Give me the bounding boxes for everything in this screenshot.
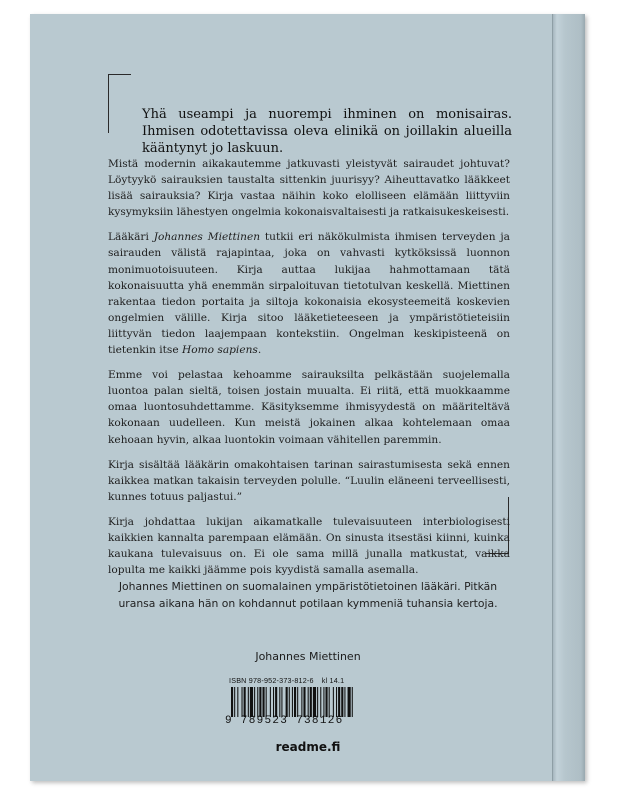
blurb-paragraph-2 [108,229,510,358]
blurb-paragraph-2-start: Lääkäri [108,231,154,244]
barcode-block [225,676,388,732]
barcode-icon [225,687,385,717]
book-spine [552,14,585,781]
author-name-italic: Johannes Miettinen [153,231,261,244]
library-classification: kl 14.1 [321,676,345,685]
homo-sapiens-italic: Homo sapiens [181,344,258,357]
blurb-paragraph-4: Kirja sisältää lääkärin omakohtaisen tarinan sairastumisesta sekä ennen kaikkea matkan takaisin terveyden polulle. “Luulin eläneeni terveellisesti, kunnes totuus paljastui.” [108,458,510,503]
blurb-paragraph-1: Mistä modernin aikakautemme jatkuvasti yleistyvät sairaudet johtuvat? Löytyykö sairauksien taustalta sittenkin juurisyy? Aiheuttavatko lääkkeet lisää sairauksia? Kirja vastaa näihin koko elolliseen elämään liittyviin kysymyksiin lähestyen ongelmia kokonaisvaltaisesti ja ratkaisukeskeisesti. [108,158,510,219]
blurb-paragraph-2-middle: tutkii eri näkökulmista ihmisen terveyden ja sairauden välistä rajapintaa, joka on vahvasti kytköksissä luonnon monimuotoisuuteen. Kirja auttaa lukijaa hahmottamaan tätä kokonaisuutta yhä enemmän sirpaloituvan tietotulvan keskellä. Miettinen rakentaa tiedon portaita ja siltoja kokonaisia ekosysteemeitä koskevien ongelmien välille. Kirja sitoo lääketieteeseen ja ympäristötieteisiin liittyvän tiedon laajempaan kontekstiin. Ongelman keskipisteenä on tietenkin itse [108,231,510,357]
isbn: ISBN 978-952-373-812-6 [229,676,314,685]
book-back-cover [30,14,585,781]
blurb-paragraph-2-end: . [257,344,262,357]
corner-bracket-top-left [108,74,131,133]
blurb-body [108,156,510,587]
publisher-logo: readme.fi [275,740,341,754]
blurb-paragraph-5: Kirja johdattaa lukijan aikamatkalle tulevaisuuteen interbiologisesti kaikkien kannalta parempaan elämään. On sinusta itsestäsi kiinni, kuinka kaukana tulevaisuus on. Ei ole sama millä junalla matkustat, vaikka lopulta me kaikki jäämme pois kyydistä samalla asemalla. [108,515,510,577]
lead-paragraph: Yhä useampi ja nuorempi ihminen on monisairas. Ihmisen odotettavissa oleva elinikä on joillakin alueilla kääntynyt jo laskuun. [142,107,512,156]
isbn-line [229,676,388,685]
author-name: Johannes Miettinen [255,650,361,663]
author-bio: Johannes Miettinen on suomalainen ympäristötietoinen lääkäri. Pitkän uransa aikana hän on kohdannut potilaan kymmeniä tuhansia kertoja. [118,580,498,610]
blurb-paragraph-3: Emme voi pelastaa kehoamme sairauksilta pelkästään suojelemalla luontoa palan sieltä, toisen jostain muualta. Ei riitä, että muokkaamme omaa luontosuhdettamme. Käsityksemme ihmisyydestä on määriteltävä kokonaan uudelleen. Kun meistä jokainen alkaa kohtelemaan omaa kehoaan hyvin, alkaa luontokin voimaan vähitellen paremmin. [108,369,510,446]
barcode-digits: 9 789523 738126 [225,715,344,727]
